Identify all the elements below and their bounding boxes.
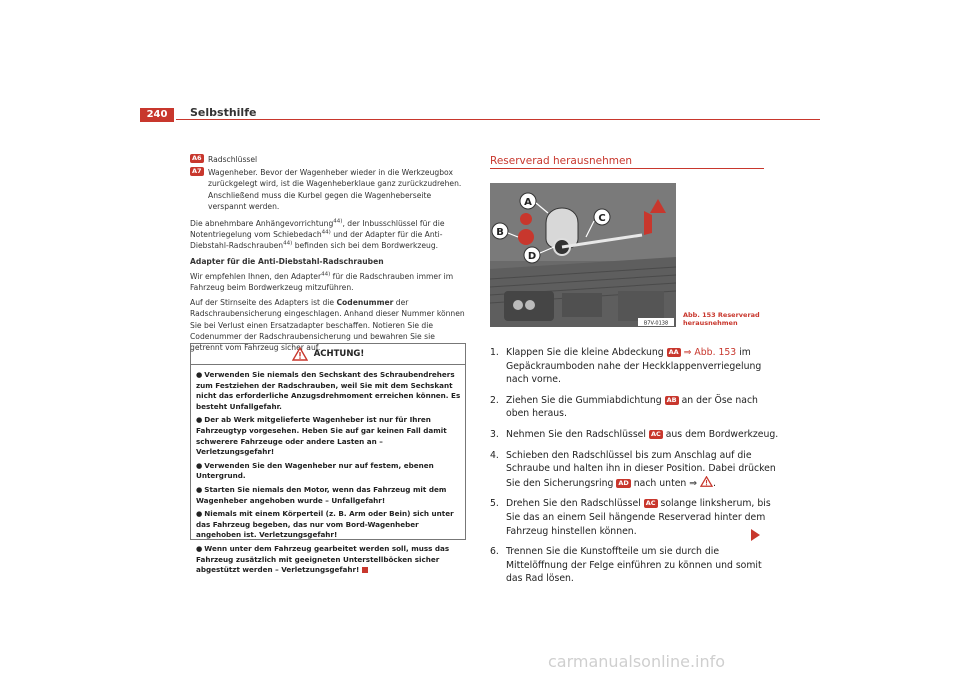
callout-badge: AC: [650, 429, 661, 438]
warning-item: ● Starten Sie niemals den Motor, wenn das Fahrzeug mit dem Wagenheber angehoben wurde – Unfallgefahr!: [196, 484, 447, 505]
warning-item: ● Wenn unter dem Fahrzeug gearbeitet werden soll, muss das Fahrzeug zusätzlich mit geeigneten Unterstellböcken sicher abgestützt werden – Verletzungsgefahr!: [196, 543, 450, 575]
warning-item: ● Verwenden Sie den Wagenheber nur auf festem, ebenen Untergrund.: [196, 460, 434, 481]
warning-header: [191, 344, 465, 365]
figure-label: B: [496, 227, 504, 238]
steps-list: [490, 346, 780, 593]
warning-item: ● Verwenden Sie niemals den Sechskant des Schraubendrehers zum Festziehen der Radschrauben, weil Sie mit dem Sechskant nicht das erforderliche Anzugsdrehmoment erreichen können. Es besteht Unfallgefahr.: [196, 370, 461, 411]
step-item: 3. Nehmen Sie den Radschlüssel AC aus dem Bordwerkzeug.: [490, 428, 779, 440]
figure-label: C: [598, 213, 606, 224]
step-item: 2. Ziehen Sie die Gummiabdichtung AB an der Öse nach oben heraus.: [490, 394, 758, 420]
figure-code: B7V-0138: [643, 320, 669, 327]
page-number: 240: [140, 108, 174, 122]
warning-icon[interactable]: [700, 476, 713, 487]
figure-label: D: [527, 251, 537, 262]
step-item: 5. Drehen Sie den Radschlüssel AC solange linksherum, bis Sie das an einem Seil hängende Reserverad hinter dem Fahrzeug hinstellen können.: [490, 498, 771, 537]
step-item: 6. Trennen Sie die Kunstoffteile um sie durch die Mittelöffnung der Felge einführen zu können und somit das Rad lösen.: [490, 546, 762, 585]
warning-title: ACHTUNG!: [313, 349, 365, 359]
step-item: 1. Klappen Sie die kleine Abdeckung AA ⇒ Abb. 153 im Gepäckraumboden nahe der Heckklappenverriegelung nach vorne.: [490, 347, 762, 386]
callout-badge: AD: [618, 478, 629, 487]
paragraph: Wir empfehlen Ihnen, den Adapter$^{44)}$ für die Radschrauben immer im Fahrzeug beim Bordwerkzeug mitzuführen.: [190, 271, 454, 293]
tool-badge: A6: [192, 154, 202, 162]
tool-item: [190, 167, 466, 212]
figure-caption: Abb. 153 Reserverad herausnehmen: [683, 311, 760, 327]
figure-illustration: [490, 183, 676, 327]
subheading: Adapter für die Anti-Diebstahl-Radschrauben: [190, 256, 384, 266]
section-title: Reserverad herausnehmen: [490, 155, 633, 167]
watermark: carmanualsonline.info: [548, 652, 726, 671]
warning-item: ● Der ab Werk mitgelieferte Wagenheber ist nur für Ihren Fahrzeugtyp vorgesehen. Heben Sie auf gar keinen Fall damit schwerere Fahrzeuge oder andere Lasten an – Verletzungsgefahr!: [196, 415, 447, 457]
warning-body: [191, 365, 465, 576]
warning-box: [190, 343, 466, 575]
next-page-arrow-icon[interactable]: [751, 529, 760, 541]
section-rule: [490, 168, 764, 169]
figure-label: A: [524, 197, 532, 208]
paragraph: Die abnehmbare Anhängevorrichtung$^{44)}$, der Inbusschlüssel für die Notentriegelung vom Schiebedach$^{44)}$ und der Adapter für die Anti-Diebstahl-Radschrauben$^{44)}$ befinden sich bei dem Bordwerkzeug.: [190, 218, 445, 251]
step-item: 4. Schieben den Radschlüssel bis zum Anschlag auf die Schraube und halten ihn in dieser Position. Dabei drücken Sie den Sicherungsring AD nach unten ⇒ .: [490, 449, 776, 489]
callout-badge: AC: [645, 499, 656, 508]
figure-spare-wheel: [490, 183, 676, 327]
figure-link[interactable]: ⇒ Abb. 153: [680, 347, 737, 358]
warning-icon: [292, 347, 308, 361]
callout-badge: AA: [668, 348, 679, 356]
header-rule: [176, 119, 820, 120]
tool-item: [190, 154, 466, 165]
callout-badge: AB: [666, 395, 677, 404]
tool-text: Radschlüssel: [208, 155, 258, 164]
chapter-title: Selbsthilfe: [190, 106, 257, 119]
left-column: [190, 154, 466, 357]
end-marker: [362, 567, 368, 573]
tool-badge: A7: [192, 167, 202, 176]
warning-item: ● Niemals mit einem Körperteil (z. B. Arm oder Bein) sich unter das Fahrzeug begeben, das nur vom Bord-Wagenheber angehoben ist. Verletzungsgefahr!: [196, 509, 454, 540]
tool-text: Wagenheber. Bevor der Wagenheber wieder in die Werkzeugbox zurückgelegt wird, ist die Wagenheberklaue ganz zurückzudrehen. Anschließend muss die Kurbel gegen die Wagenheberseite verspannt werden.: [208, 168, 462, 211]
paragraph: Auf der Stirnseite des Adapters ist die Codenummer der Radschraubensicherung eingeschlagen. Anhand dieser Nummer können Sie bei Verlust einen Ersatzadapter beschaffen. Notieren Sie die Codenummer der Radschraubensicherung und bewahren Sie sie getrennt vom Fahrzeug sicher auf.: [190, 298, 465, 353]
